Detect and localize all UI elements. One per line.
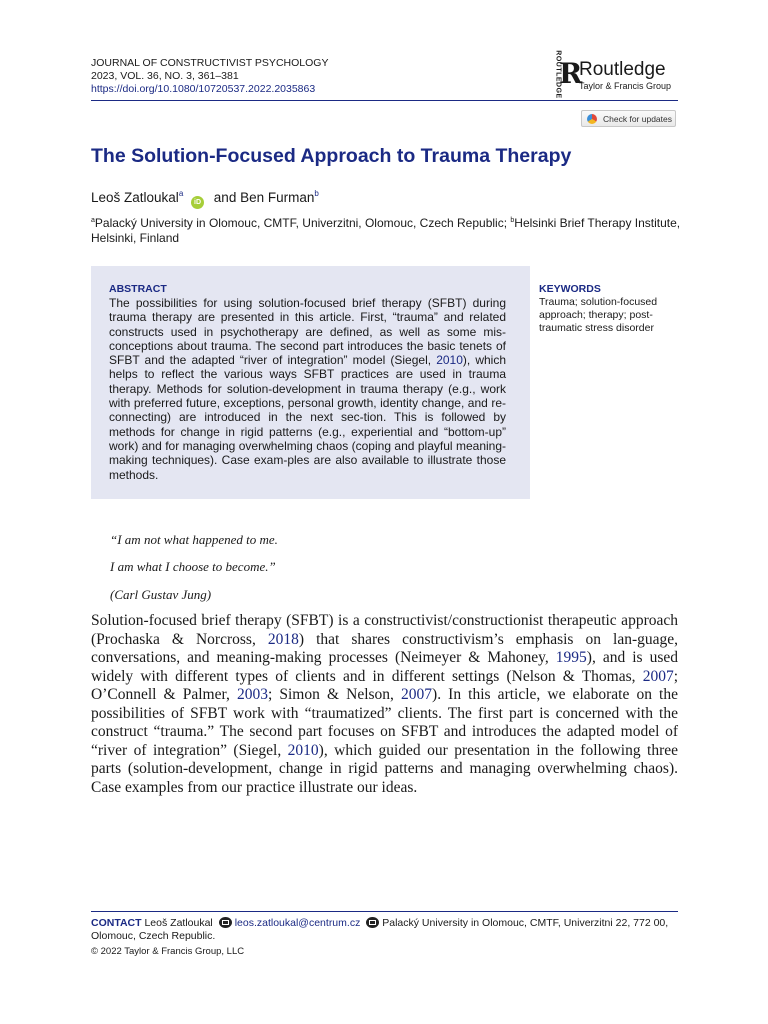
author-1-affil-marker[interactable]: a xyxy=(178,189,184,198)
citation-link[interactable]: 2003 xyxy=(236,686,268,703)
author-line xyxy=(91,185,319,209)
keywords-heading: KEYWORDS xyxy=(539,283,601,295)
citation-link[interactable]: 2007 xyxy=(401,686,433,703)
abstract-text xyxy=(109,296,506,482)
abstract-heading: ABSTRACT xyxy=(109,283,167,295)
citation-link[interactable]: 2007 xyxy=(642,667,674,685)
article-title: The Solution-Focused Approach to Trauma Therapy xyxy=(91,145,572,167)
affil-b-marker: b xyxy=(510,217,515,224)
body-text-part: ; O’Connell & Palmer, xyxy=(91,667,678,703)
author-2-affil-marker[interactable]: b xyxy=(314,189,319,198)
journal-header xyxy=(91,57,328,96)
publisher-subtitle: Taylor & Francis Group xyxy=(579,81,672,91)
author-2[interactable]: Ben Furman xyxy=(240,190,315,205)
volume-line: 2023, VOL. 36, NO. 3, 361–381 xyxy=(91,70,239,82)
contact-name: Leoš Zatloukal xyxy=(144,917,213,929)
publisher-name: Routledge xyxy=(579,59,666,80)
affiliation-a: Palacký University in Olomouc, CMTF, Univerzitni, Olomouc, Czech Republic; xyxy=(94,216,508,230)
abstract-text-part: The possibilities for using solution-focused brief therapy (SFBT) during trauma therapy are presented in this article. First, “trauma” and related constructs used in psychotherapy are defined, as well as some mis-conceptions about trauma. The second part introduces the basic tenets of SFBT and the adapted “river of integration” model (Siegel, xyxy=(109,296,506,368)
copyright: © 2022 Taylor & Francis Group, LLC xyxy=(91,946,245,957)
body-text-part: ; Simon & Nelson, xyxy=(267,686,402,703)
check-updates-label: Check for updates xyxy=(603,114,672,124)
affiliations xyxy=(91,213,681,246)
epigraph-line-2: I am what I choose to become.” xyxy=(110,559,276,574)
citation-link[interactable]: 2018 xyxy=(267,630,299,648)
routledge-logo[interactable] xyxy=(545,50,680,99)
affil-a-marker: a xyxy=(91,217,95,224)
check-for-updates-button[interactable] xyxy=(581,110,676,127)
epigraph-line-1: “I am not what happened to me. xyxy=(110,532,278,547)
body-text-part: ). In this article, we elaborate on the possibilities of SFBT work with “traumatized” clients. The first part is concerned with the construct “trauma.” The second part focuses on SFBT and introduces the adapted model of “river of integration” (Siegel, xyxy=(91,686,678,759)
email-icon xyxy=(219,917,232,928)
body-text-part: ) that shares constructivism’s emphasis on lan-guage, conversations, and meaning-making processes (Neimeyer & Mahoney, xyxy=(91,630,678,666)
routledge-r-icon: R xyxy=(559,57,583,90)
contact-block xyxy=(91,917,681,943)
citation-link[interactable]: 2010 xyxy=(287,741,319,759)
author-conjunction: and xyxy=(213,190,237,205)
keywords-list: Trauma; solution-focused approach; therapy; post-traumatic stress disorder xyxy=(539,296,658,334)
body-paragraph xyxy=(91,612,678,797)
abstract-box xyxy=(91,266,530,499)
orcid-icon[interactable]: iD xyxy=(191,196,204,209)
affiliation-b: Helsinki Brief Therapy Institute, Helsinki, Finland xyxy=(91,216,681,245)
address-icon xyxy=(366,917,379,928)
publisher-mark: ROUTLEDGE xyxy=(554,50,562,99)
contact-email-link[interactable]: leos.zatloukal@centrum.cz xyxy=(234,917,361,929)
body-text-part: Solution-focused brief therapy (SFBT) is a constructivist/constructionist therapeutic approach (Prochaska & Norcross, xyxy=(91,612,678,648)
epigraph-attribution: (Carl Gustav Jung) xyxy=(110,587,212,602)
body-text-part: ), and is used widely with different types of clients and in different settings (Nelson & Thomas, xyxy=(91,649,679,685)
crossmark-icon xyxy=(587,114,597,124)
contact-address: Palacký University in Olomouc, CMTF, Univerzitni 22, 772 00, Olomouc, Czech Republic. xyxy=(91,917,669,942)
citation-link[interactable]: 1995 xyxy=(555,649,587,666)
doi-link[interactable]: https://doi.org/10.1080/10720537.2022.2035863 xyxy=(91,83,316,95)
abstract-ref-link[interactable]: 2010 xyxy=(436,353,463,368)
header-divider xyxy=(91,100,678,101)
author-1[interactable]: Leoš Zatloukal xyxy=(91,190,179,205)
journal-name: JOURNAL OF CONSTRUCTIVIST PSYCHOLOGY xyxy=(91,57,329,69)
abstract-text-part: ), which helps to reflect the various ways SFBT practices are used in trauma therapy. Methods for solution-development in trauma therapy (e.g., work with preferred future, exceptions, personal growth, identity change, and re-connecting) are introduced in the next sec-tion. This is followed by methods for change in rigid patterns (e.g., experiential and “bottom-up” work) and for managing overwhelming chaos (coping and playful meaning-making techniques). Case exam-ples are also available to illustrate those methods. xyxy=(109,353,507,482)
body-text-part: ), which guided our presentation in the following three parts (solution-development, change in rigid patterns and managing overwhelming chaos). Case examples from our practice illustrate our ideas. xyxy=(91,741,678,796)
contact-label: CONTACT xyxy=(91,917,142,929)
footer-divider xyxy=(91,911,678,912)
